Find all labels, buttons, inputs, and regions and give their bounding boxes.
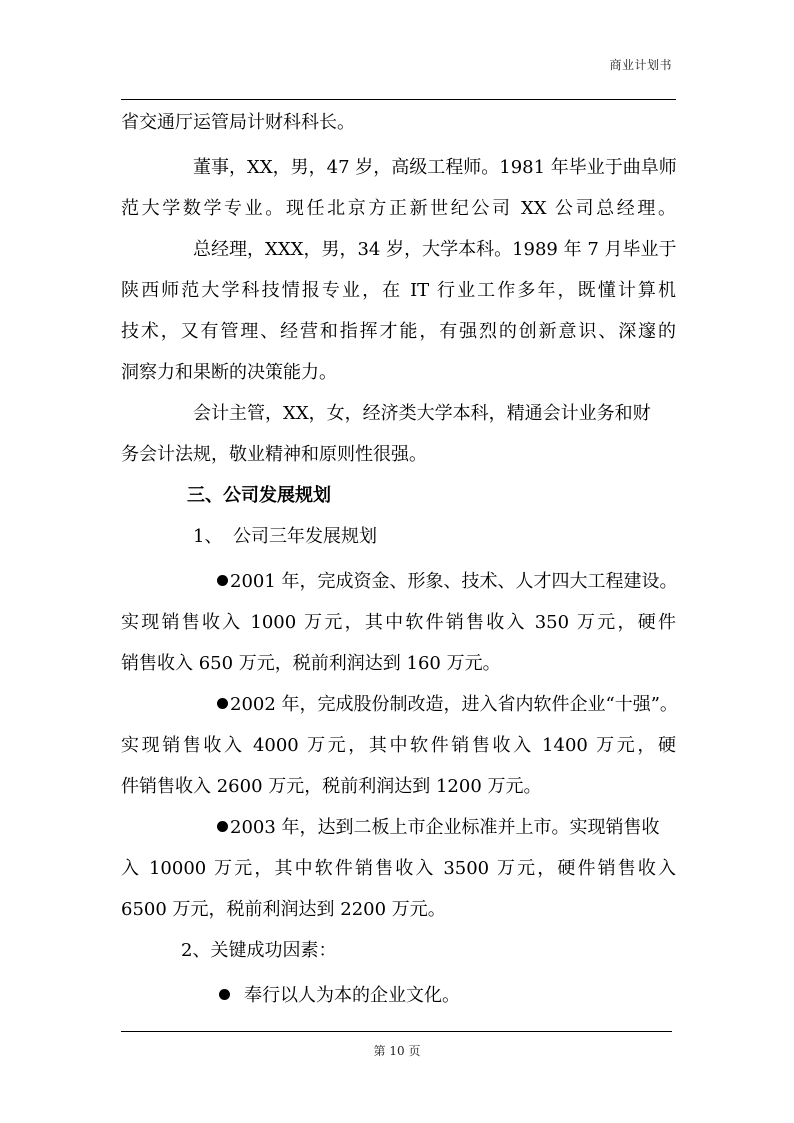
paragraph-line: 洞察力和果断的决策能力。 — [121, 362, 337, 383]
bullet-line — [219, 976, 460, 1016]
bullet-line — [217, 808, 660, 848]
subheading-text: 2、关键成功因素： — [181, 940, 337, 961]
subheading-text: 公司三年发展规划 — [233, 526, 377, 547]
bullet-icon — [219, 989, 230, 1000]
paragraph-line: 实现销售收入 4000 万元，其中软件销售收入 1400 万元，硬 — [121, 735, 676, 756]
paragraph-line: 总经理，XXX，男，34 岁，大学本科。1989 年 7 月毕业于 — [193, 239, 677, 260]
bullet-text: 2003 年，达到二板上市企业标准并上市。实现销售收 — [230, 817, 660, 838]
bullet-text: 2001 年，完成资金、形象、技术、人才四大工程建设。 — [230, 571, 678, 592]
bullet-line — [217, 685, 678, 725]
paragraph-line: 省交通厅运管局计财科科长。 — [121, 112, 355, 133]
bullet-icon — [217, 575, 228, 586]
bullet-icon — [217, 821, 228, 832]
paragraph-line: 销售收入 650 万元，税前利润达到 160 万元。 — [121, 653, 501, 674]
bullet-line — [217, 562, 678, 602]
header-rule — [121, 99, 676, 100]
paragraph-line: 6500 万元，税前利润达到 2200 万元。 — [121, 899, 446, 920]
paragraph-line: 范大学数学专业。现任北京方正新世纪公司 XX 公司总经理。 — [121, 198, 676, 219]
paragraph-line: 件销售收入 2600 万元，税前利润达到 1200 万元。 — [121, 776, 542, 797]
paragraph-line: 陕西师范大学科技情报专业，在 IT 行业工作多年，既懂计算机 — [121, 280, 676, 301]
bullet-icon — [217, 698, 228, 709]
page-number: 第 10 页 — [373, 1044, 421, 1058]
subheading-number: 1、 — [193, 526, 223, 547]
footer-rule — [121, 1031, 672, 1032]
bullet-text: 2002 年，完成股份制改造，进入省内软件企业“十强”。 — [230, 694, 678, 715]
paragraph-line: 会计主管，XX，女，经济类大学本科，精通会计业务和财 — [193, 403, 651, 424]
bullet-text: 奉行以人为本的企业文化。 — [244, 985, 460, 1006]
running-header: 商业计划书 — [609, 58, 672, 72]
paragraph-line: 入 10000 万元，其中软件销售收入 3500 万元，硬件销售收入 — [121, 858, 676, 879]
paragraph-line: 董事，XX，男，47 岁，高级工程师。1981 年毕业于曲阜师 — [193, 157, 677, 178]
paragraph-line: 实现销售收入 1000 万元，其中软件销售收入 350 万元，硬件 — [121, 612, 676, 633]
paragraph-line: 技术，又有管理、经营和指挥才能，有强烈的创新意识、深邃的 — [121, 321, 676, 342]
paragraph-line: 务会计法规，敬业精神和原则性很强。 — [121, 444, 427, 465]
section-heading: 三、公司发展规划 — [187, 485, 331, 506]
